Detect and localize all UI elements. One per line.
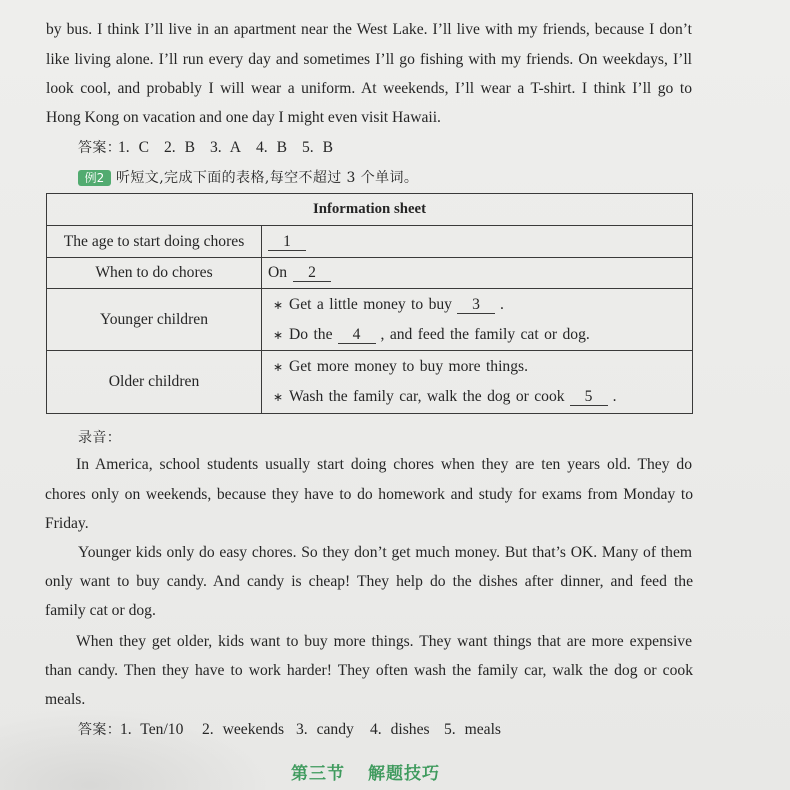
- example-2-header: [78, 168, 418, 188]
- bullet-line: [268, 352, 692, 382]
- answer-item: 3. A: [210, 139, 241, 156]
- asterisk-icon: ∗: [273, 390, 284, 404]
- answer-blank-4: 4: [338, 326, 376, 344]
- answer-item: 5. B: [302, 139, 333, 156]
- recording-line: only want to buy candy. And candy is cheap! They help do the dishes after dinner, and feed the: [45, 573, 693, 590]
- answer-blank-2: 2: [293, 264, 331, 282]
- recording-line: Friday.: [45, 515, 89, 532]
- information-sheet-table: [46, 193, 693, 414]
- asterisk-icon: ∗: [273, 360, 284, 374]
- bullet-line: [268, 320, 692, 350]
- row-line: [268, 264, 692, 282]
- passage-line: Hong Kong on vacation and one day I might even visit Hawaii.: [46, 109, 441, 126]
- row-label: When to do chores: [47, 258, 262, 288]
- bullet-text: Do the: [289, 325, 333, 343]
- answer-item: 1. Ten/10: [120, 721, 184, 738]
- row-line: [268, 233, 692, 251]
- table-row: [47, 289, 692, 351]
- bullet-text: Wash the family car, walk the dog or cook: [289, 388, 565, 405]
- answer-key-2: [78, 720, 501, 740]
- answer-item: 4. dishes: [370, 721, 430, 738]
- passage-line: by bus. I think I’ll live in an apartment near the West Lake. I’ll live with my friends, because I don’t: [46, 21, 692, 38]
- table-row: [47, 258, 692, 289]
- answer-key-1: [78, 138, 348, 158]
- recording-line: Younger kids only do easy chores. So they don’t get much money. But that’s OK. Many of them: [78, 544, 692, 561]
- bullet-line: [268, 382, 692, 412]
- example-instruction: 听短文,完成下面的表格,每空不超过 3 个单词。: [116, 170, 419, 186]
- answer-item: 2. weekends: [202, 721, 285, 738]
- answer-item: 3. candy: [296, 721, 354, 738]
- bullet-text: , and feed the family cat or dog.: [380, 325, 590, 343]
- answer-item: 4. B: [256, 139, 287, 156]
- row-content: [262, 351, 692, 413]
- row-content: [262, 226, 692, 257]
- passage-line: look cool, and probably I will wear a uniform. At weekends, I’ll wear a T-shirt. I think I’ll go to: [46, 80, 692, 97]
- row-content: [262, 258, 692, 288]
- answer-blank-5: 5: [570, 388, 608, 406]
- row-label: Older children: [47, 351, 262, 413]
- answer-item: 5. meals: [444, 721, 501, 738]
- answer-label: 答案：: [78, 140, 122, 156]
- row-content: [262, 289, 692, 350]
- answer-item: 2. B: [164, 139, 195, 156]
- recording-line: In America, school students usually start doing chores when they are ten years old. They do: [76, 456, 692, 473]
- asterisk-icon: ∗: [273, 327, 284, 342]
- table-row: [47, 226, 692, 258]
- answer-label: 答案：: [78, 722, 122, 738]
- passage-line: like living alone. I’ll run every day and sometimes I’ll go fishing with my friends. On weekdays, I’ll: [46, 51, 692, 68]
- answer-item: 1. C: [118, 139, 149, 156]
- recording-label: 录音：: [78, 430, 122, 446]
- section-number: 第三节: [291, 764, 345, 784]
- section-title: 解题技巧: [368, 764, 440, 784]
- bullet-text: .: [499, 295, 504, 313]
- recording-line: meals.: [45, 691, 86, 708]
- table-title: Information sheet: [47, 194, 692, 226]
- table-row: [47, 351, 692, 413]
- section-heading: [291, 763, 440, 785]
- recording-line: chores only on weekends, because they have to do homework and study for exams from Monday to: [45, 486, 693, 503]
- answer-blank-1: 1: [268, 233, 306, 251]
- bullet-text: Get a little money to buy: [289, 295, 452, 313]
- row-label: The age to start doing chores: [47, 226, 262, 257]
- recording-line: When they get older, kids want to buy more things. They want things that are more expensive: [76, 633, 692, 650]
- answer-blank-3: 3: [457, 296, 495, 314]
- recording-line: family cat or dog.: [45, 602, 156, 619]
- bullet-text: .: [612, 388, 617, 405]
- recording-line: than candy. Then they have to work harder! They often wash the family car, walk the dog or cook: [45, 662, 693, 679]
- bullet-line: [268, 290, 692, 320]
- row-label: Younger children: [47, 289, 262, 350]
- example-badge: 例2: [78, 170, 111, 186]
- bullet-text: Get more money to buy more things.: [289, 358, 528, 375]
- row-prefix: On: [268, 264, 288, 281]
- asterisk-icon: ∗: [273, 297, 284, 312]
